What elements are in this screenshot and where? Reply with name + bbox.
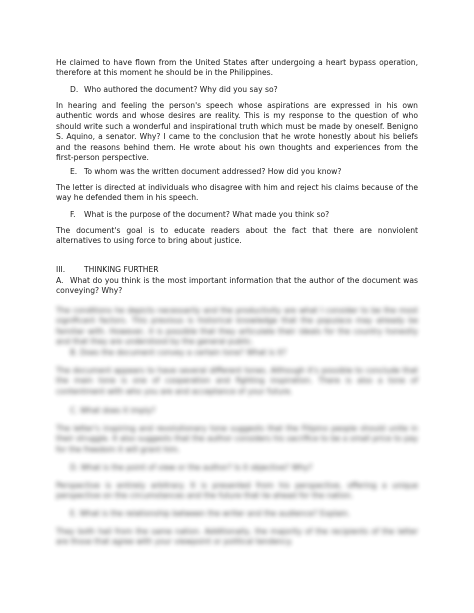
blurred-question: B. Does the document convey a certain tone? What is it? xyxy=(70,348,287,357)
question-d-label: D. xyxy=(70,85,79,94)
question-e-text: To whom was the written document addressed? How did you know? xyxy=(84,167,342,176)
blurred-paragraph: The conditions he depicts necessarily and the productivity are what I consider to be the most significant factors. This previous is historical knowledge that the populace may already be familiar with. However, it is possible that they articulate their ideals for the country honestly and that they are understood by the general public. xyxy=(56,306,418,347)
paragraph-addressee: The letter is directed at individuals who disagree with him and reject his claims because of the way he defended them in his speech. xyxy=(56,183,418,203)
blurred-question: D. What is the point of view or the author? Is it objective? Why? xyxy=(70,463,313,472)
section-heading xyxy=(56,265,418,275)
section-title: THINKING FURTHER xyxy=(84,265,159,274)
question-e-label: E. xyxy=(70,167,78,176)
paragraph-author: In hearing and feeling the person's speech whose aspirations are expressed in his own authentic words and whose desires are reality. This is my response to the question of who should write such a wonderful and inspirational truth which must be made by oneself. Benigno S. Aquino, a senator. Why? I came to the conclusion that he wrote honestly about his beliefs and the reasons behind them. He wrote about his own thoughts and experiences from the first-person perspective. xyxy=(56,101,418,163)
blurred-paragraph: The letter's inspiring and revolutionary tone suggests that the Filipino people should unite in their struggle. It also suggests that the author considers his sacrifice to be a small price to pay for the freedom it will grant him. xyxy=(56,424,418,454)
question-d-text: Who authored the document? Why did you say so? xyxy=(84,85,278,94)
blurred-question: C. What does it imply? xyxy=(70,406,156,415)
question-a-text: What do you think is the most important information that the author of the document was conveying? Why? xyxy=(56,276,418,296)
question-a-label: A. xyxy=(56,276,64,285)
blurred-paragraph: They both hail from the same nation. Additionally, the majority of the recipients of the letter are those that agree with your viewpoint or political tendency. xyxy=(56,527,418,547)
section-number: III. xyxy=(56,265,66,274)
blurred-question: E. What is the relationship between the writer and the audience? Explain. xyxy=(70,509,351,518)
question-e xyxy=(70,167,418,177)
question-f xyxy=(70,210,418,220)
question-f-label: F. xyxy=(70,210,76,219)
blurred-paragraph: Perspective is entirely arbitrary. It is presented from his perspective, offering a unique perspective on the circumstances and the future that lie ahead for the nation. xyxy=(56,481,418,501)
paragraph-purpose: The document's goal is to educate readers about the fact that there are nonviolent alternatives to using force to bring about justice. xyxy=(56,226,418,246)
question-f-text: What is the purpose of the document? What made you think so? xyxy=(84,210,330,219)
question-d xyxy=(70,85,418,95)
question-a xyxy=(56,276,418,297)
blurred-paragraph: The document appears to have several different tones. Although it's possible to conclude that the main tone is one of cooperation and fighting inspiration. There is also a tone of contentment with who you are and acceptance of your future. xyxy=(56,366,418,396)
paragraph-bypass: He claimed to have flown from the United States after undergoing a heart bypass operation, therefore at this moment he should be in the Philippines. xyxy=(56,58,418,78)
